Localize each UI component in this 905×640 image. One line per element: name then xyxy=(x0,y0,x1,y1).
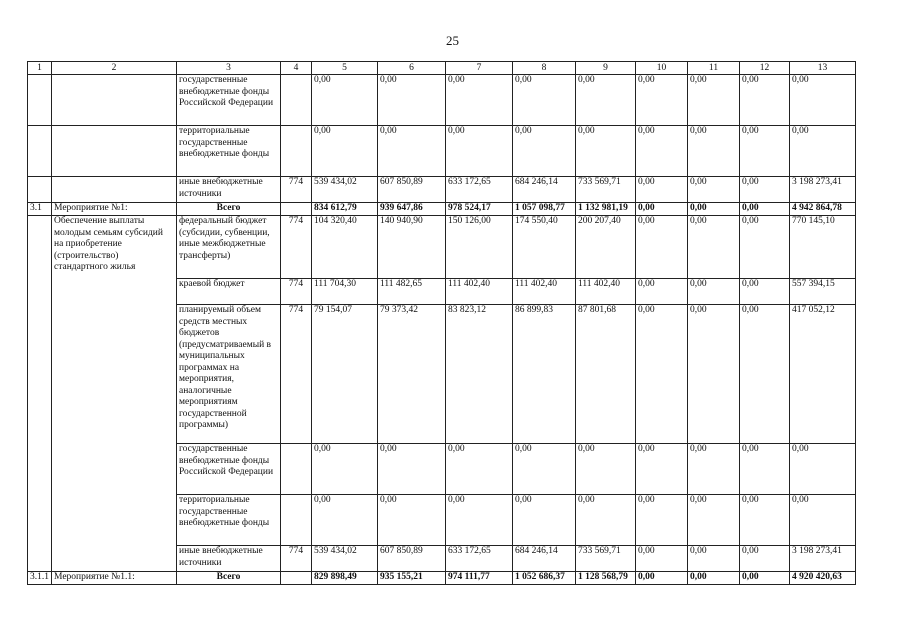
value-cell: 633 172,65 xyxy=(446,546,513,572)
code-cell xyxy=(281,126,312,177)
value-cell: 0,00 xyxy=(513,75,576,126)
value-cell: 0,00 xyxy=(312,495,378,546)
value-cell: 4 920 420,63 xyxy=(790,572,856,585)
table-row xyxy=(28,126,856,177)
value-cell: 0,00 xyxy=(740,203,790,216)
header-cell: 1 xyxy=(28,62,52,75)
num-cell: 3.1.1 xyxy=(28,572,52,585)
value-cell: 0,00 xyxy=(688,75,740,126)
header-cell: 10 xyxy=(636,62,688,75)
value-cell: 111 402,40 xyxy=(576,279,636,305)
value-cell: 0,00 xyxy=(740,495,790,546)
name-cell: Мероприятие №1.1: xyxy=(52,572,177,585)
value-cell: 834 612,79 xyxy=(312,203,378,216)
header-cell: 11 xyxy=(688,62,740,75)
value-cell: 86 899,83 xyxy=(513,305,576,444)
header-cell: 9 xyxy=(576,62,636,75)
value-cell: 0,00 xyxy=(740,305,790,444)
name-cell: Мероприятие №1: xyxy=(52,203,177,216)
name-cell xyxy=(52,75,177,126)
value-cell: 4 942 864,78 xyxy=(790,203,856,216)
value-cell: 417 052,12 xyxy=(790,305,856,444)
value-cell: 0,00 xyxy=(688,216,740,279)
header-cell: 7 xyxy=(446,62,513,75)
num-cell xyxy=(28,75,52,126)
code-cell: 774 xyxy=(281,177,312,203)
source-cell: Всего xyxy=(177,572,281,585)
value-cell: 0,00 xyxy=(740,177,790,203)
source-cell: краевой бюджет xyxy=(177,279,281,305)
value-cell: 0,00 xyxy=(688,177,740,203)
value-cell: 0,00 xyxy=(688,305,740,444)
value-cell: 607 850,89 xyxy=(378,177,446,203)
value-cell: 111 402,40 xyxy=(446,279,513,305)
header-row xyxy=(28,62,856,75)
code-cell xyxy=(281,495,312,546)
value-cell: 3 198 273,41 xyxy=(790,546,856,572)
header-cell: 6 xyxy=(378,62,446,75)
value-cell: 1 057 098,77 xyxy=(513,203,576,216)
value-cell: 0,00 xyxy=(688,126,740,177)
value-cell: 0,00 xyxy=(740,126,790,177)
value-cell: 0,00 xyxy=(378,75,446,126)
value-cell: 684 246,14 xyxy=(513,546,576,572)
value-cell: 79 373,42 xyxy=(378,305,446,444)
value-cell: 0,00 xyxy=(446,75,513,126)
table-row-total xyxy=(28,203,856,216)
code-cell xyxy=(281,572,312,585)
value-cell: 557 394,15 xyxy=(790,279,856,305)
value-cell: 111 704,30 xyxy=(312,279,378,305)
value-cell: 0,00 xyxy=(378,444,446,495)
value-cell: 0,00 xyxy=(740,546,790,572)
budget-table xyxy=(27,61,856,585)
value-cell: 83 823,12 xyxy=(446,305,513,444)
value-cell: 684 246,14 xyxy=(513,177,576,203)
value-cell: 0,00 xyxy=(312,75,378,126)
value-cell: 111 482,65 xyxy=(378,279,446,305)
measure-description: Обеспечение выплаты молодым семьям субсидий на приобретение (строительство) стандартного жилья xyxy=(52,216,177,572)
value-cell: 111 402,40 xyxy=(513,279,576,305)
value-cell: 0,00 xyxy=(790,495,856,546)
value-cell: 0,00 xyxy=(636,305,688,444)
header-cell: 2 xyxy=(52,62,177,75)
value-cell: 0,00 xyxy=(513,444,576,495)
value-cell: 174 550,40 xyxy=(513,216,576,279)
value-cell: 0,00 xyxy=(446,126,513,177)
value-cell: 733 569,71 xyxy=(576,546,636,572)
table-row xyxy=(28,75,856,126)
num-cell-empty xyxy=(28,216,52,572)
source-cell: территориальные государственные внебюджетные фонды xyxy=(177,126,281,177)
value-cell: 539 434,02 xyxy=(312,177,378,203)
value-cell: 0,00 xyxy=(740,279,790,305)
value-cell: 1 128 568,79 xyxy=(576,572,636,585)
num-cell xyxy=(28,126,52,177)
header-cell: 8 xyxy=(513,62,576,75)
value-cell: 0,00 xyxy=(688,495,740,546)
value-cell: 733 569,71 xyxy=(576,177,636,203)
value-cell: 0,00 xyxy=(513,126,576,177)
num-cell: 3.1 xyxy=(28,203,52,216)
value-cell: 0,00 xyxy=(312,444,378,495)
value-cell: 0,00 xyxy=(312,126,378,177)
header-cell: 3 xyxy=(177,62,281,75)
num-cell xyxy=(28,177,52,203)
source-cell: планируемый объем средств местных бюджетов (предусматриваемый в муниципальных программах на мероприятия, аналогичные мероприятиям государственной программы) xyxy=(177,305,281,444)
name-cell xyxy=(52,177,177,203)
value-cell: 150 126,00 xyxy=(446,216,513,279)
value-cell: 3 198 273,41 xyxy=(790,177,856,203)
code-cell: 774 xyxy=(281,305,312,444)
value-cell: 0,00 xyxy=(740,572,790,585)
value-cell: 0,00 xyxy=(790,75,856,126)
page-number: 25 xyxy=(446,33,459,48)
value-cell: 0,00 xyxy=(688,546,740,572)
value-cell: 0,00 xyxy=(513,495,576,546)
value-cell: 0,00 xyxy=(740,216,790,279)
table-row xyxy=(28,177,856,203)
source-cell: федеральный бюджет (субсидии, субвенции, иные межбюджетные трансферты) xyxy=(177,216,281,279)
value-cell: 0,00 xyxy=(378,126,446,177)
value-cell: 0,00 xyxy=(636,203,688,216)
value-cell: 633 172,65 xyxy=(446,177,513,203)
value-cell: 0,00 xyxy=(576,126,636,177)
header-cell: 4 xyxy=(281,62,312,75)
value-cell: 104 320,40 xyxy=(312,216,378,279)
value-cell: 770 145,10 xyxy=(790,216,856,279)
value-cell: 0,00 xyxy=(740,75,790,126)
value-cell: 607 850,89 xyxy=(378,546,446,572)
value-cell: 0,00 xyxy=(446,444,513,495)
value-cell: 0,00 xyxy=(636,177,688,203)
value-cell: 978 524,17 xyxy=(446,203,513,216)
source-cell: иные внебюджетные источники xyxy=(177,177,281,203)
code-cell xyxy=(281,75,312,126)
value-cell: 935 155,21 xyxy=(378,572,446,585)
value-cell: 0,00 xyxy=(790,126,856,177)
value-cell: 0,00 xyxy=(636,216,688,279)
code-cell xyxy=(281,203,312,216)
value-cell: 0,00 xyxy=(790,444,856,495)
header-cell: 5 xyxy=(312,62,378,75)
value-cell: 0,00 xyxy=(576,495,636,546)
value-cell: 539 434,02 xyxy=(312,546,378,572)
value-cell: 0,00 xyxy=(740,444,790,495)
value-cell: 1 052 686,37 xyxy=(513,572,576,585)
name-cell xyxy=(52,126,177,177)
value-cell: 0,00 xyxy=(636,546,688,572)
value-cell: 0,00 xyxy=(636,279,688,305)
value-cell: 87 801,68 xyxy=(576,305,636,444)
value-cell: 0,00 xyxy=(636,75,688,126)
value-cell: 0,00 xyxy=(688,279,740,305)
source-cell: иные внебюджетные источники xyxy=(177,546,281,572)
code-cell: 774 xyxy=(281,216,312,279)
header-cell: 13 xyxy=(790,62,856,75)
value-cell: 0,00 xyxy=(576,75,636,126)
value-cell: 0,00 xyxy=(446,495,513,546)
value-cell: 829 898,49 xyxy=(312,572,378,585)
code-cell: 774 xyxy=(281,279,312,305)
value-cell: 0,00 xyxy=(378,495,446,546)
value-cell: 974 111,77 xyxy=(446,572,513,585)
source-cell: государственные внебюджетные фонды Российской Федерации xyxy=(177,444,281,495)
source-cell: Всего xyxy=(177,203,281,216)
value-cell: 0,00 xyxy=(636,444,688,495)
value-cell: 79 154,07 xyxy=(312,305,378,444)
value-cell: 140 940,90 xyxy=(378,216,446,279)
value-cell: 0,00 xyxy=(636,126,688,177)
header-cell: 12 xyxy=(740,62,790,75)
table-row-total xyxy=(28,572,856,585)
source-cell: территориальные государственные внебюджетные фонды xyxy=(177,495,281,546)
value-cell: 0,00 xyxy=(688,444,740,495)
value-cell: 0,00 xyxy=(636,495,688,546)
value-cell: 0,00 xyxy=(688,572,740,585)
table-row xyxy=(28,216,856,279)
value-cell: 0,00 xyxy=(688,203,740,216)
code-cell xyxy=(281,444,312,495)
value-cell: 200 207,40 xyxy=(576,216,636,279)
value-cell: 0,00 xyxy=(576,444,636,495)
value-cell: 1 132 981,19 xyxy=(576,203,636,216)
value-cell: 0,00 xyxy=(636,572,688,585)
value-cell: 939 647,86 xyxy=(378,203,446,216)
source-cell: государственные внебюджетные фонды Российской Федерации xyxy=(177,75,281,126)
code-cell: 774 xyxy=(281,546,312,572)
